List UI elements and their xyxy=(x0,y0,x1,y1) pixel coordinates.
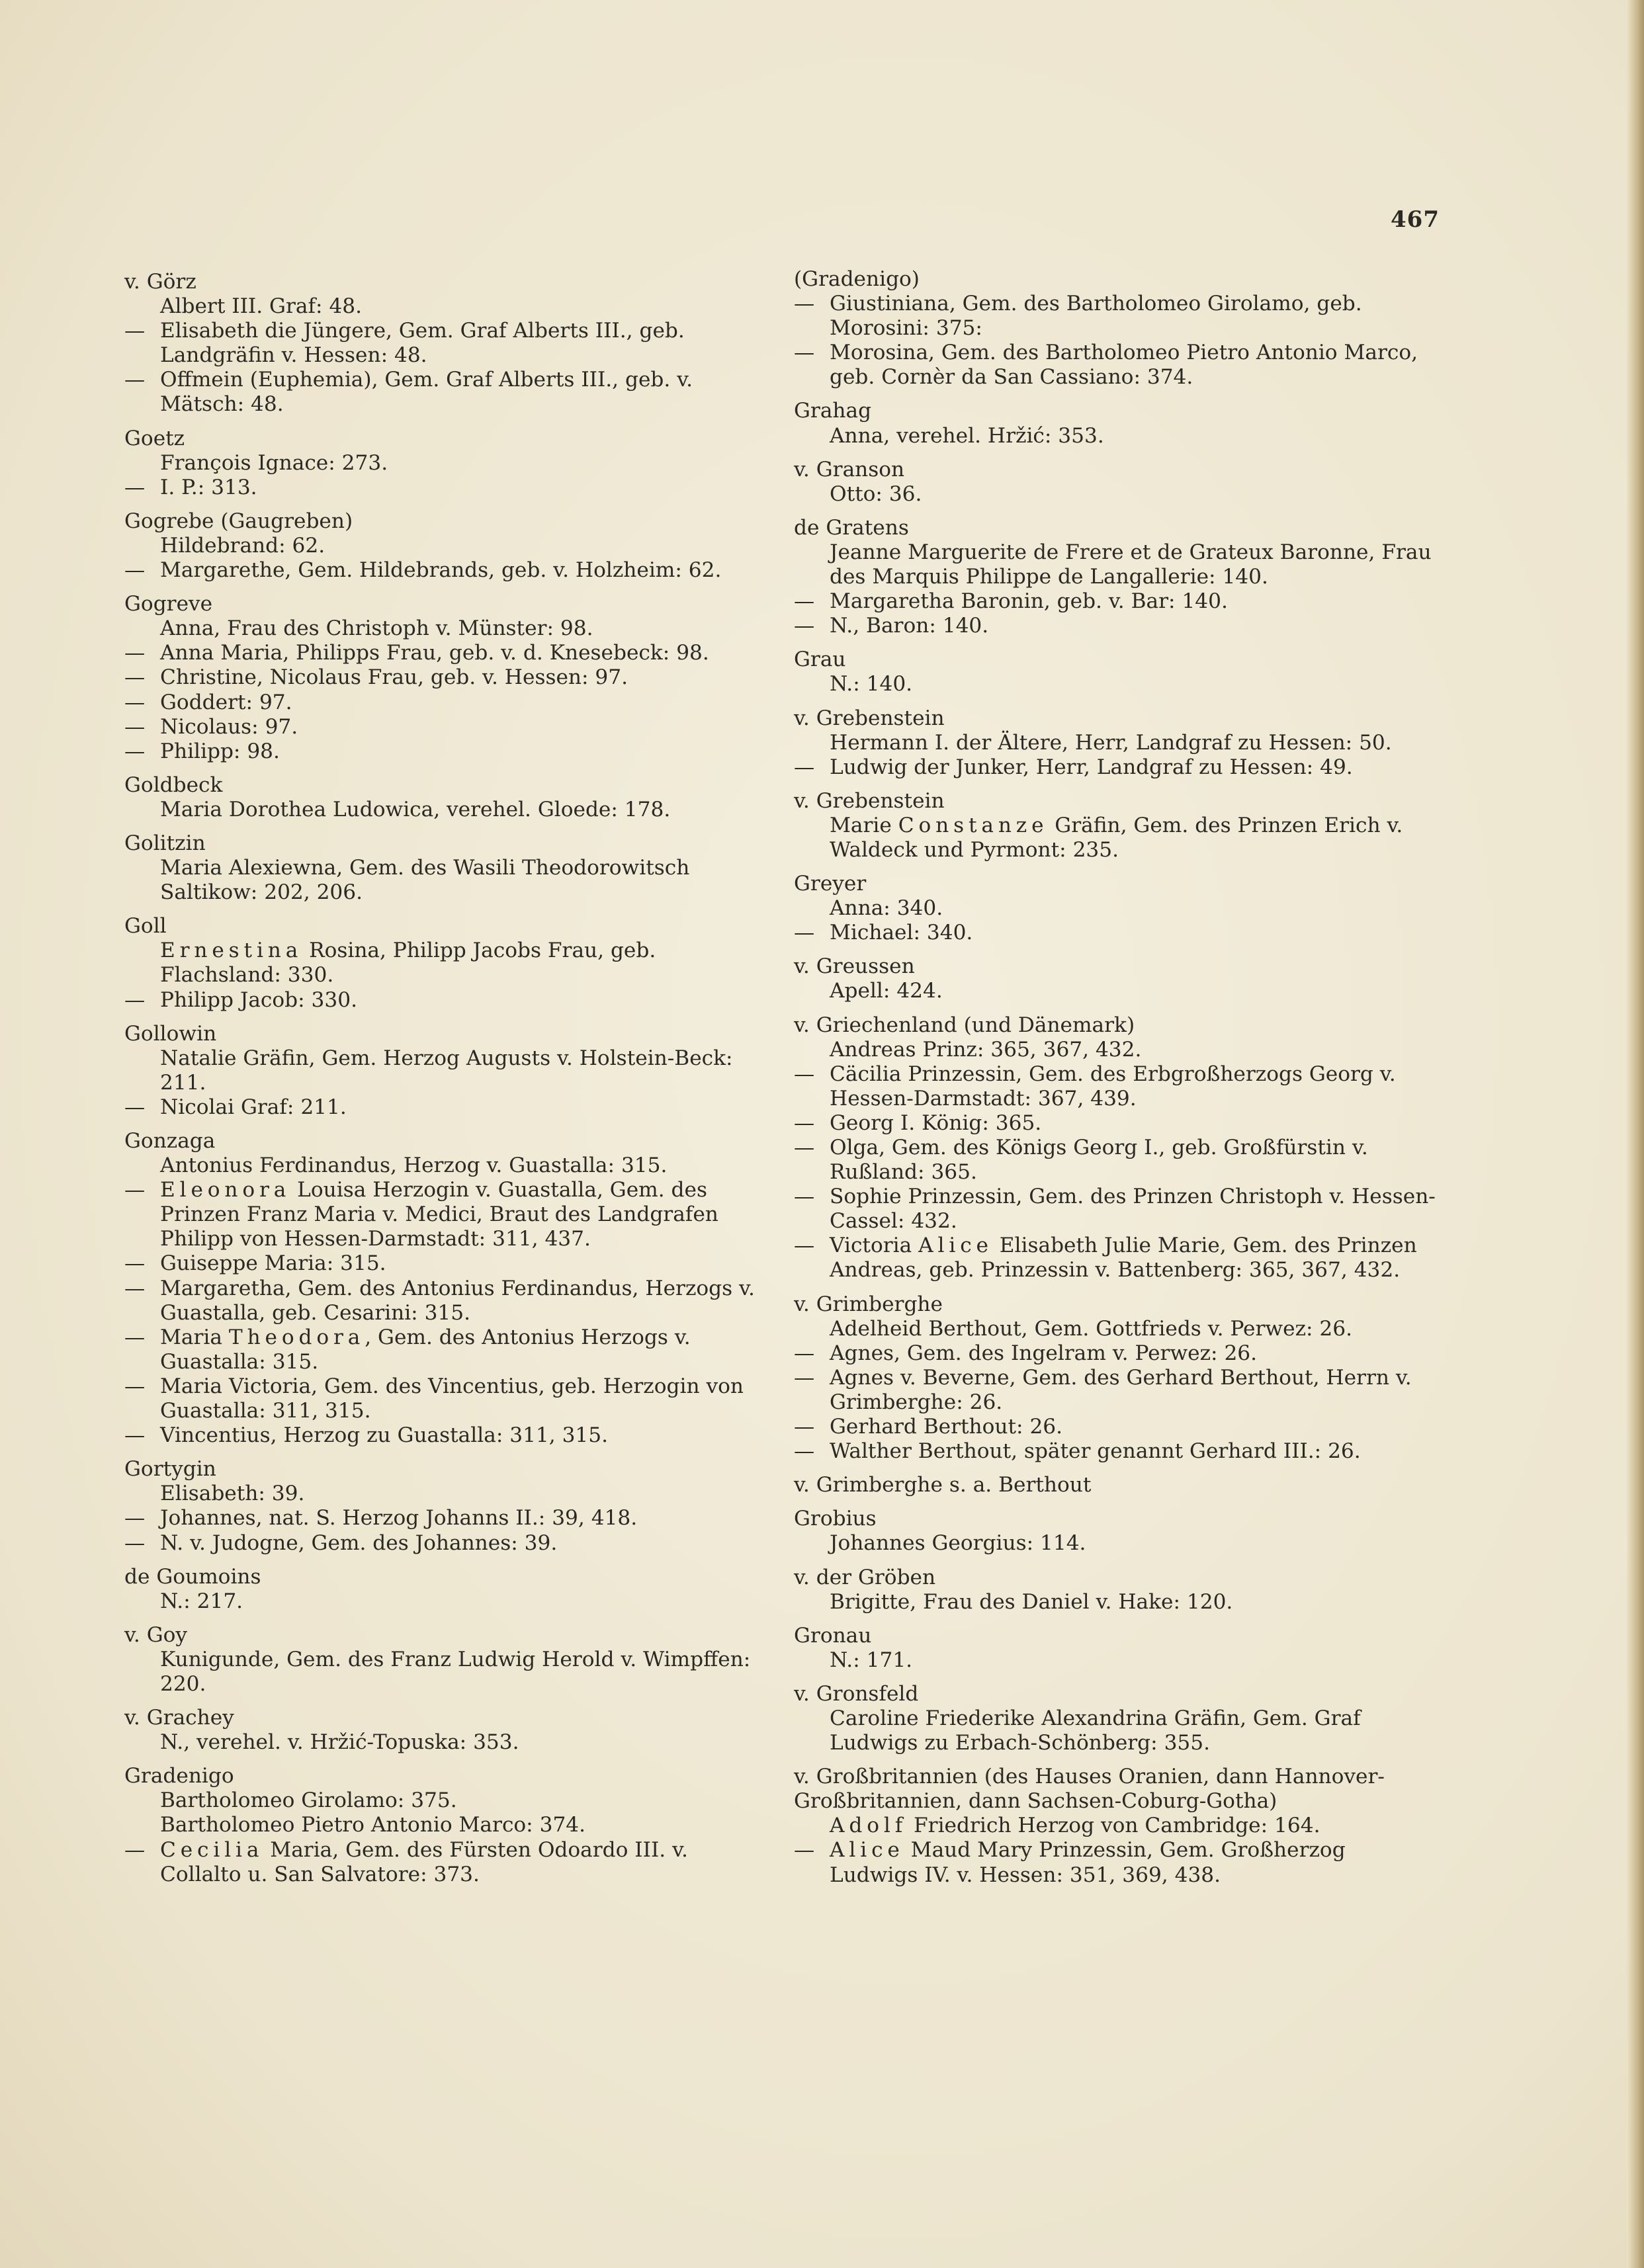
subentry-text: Margarethe, Gem. Hildebrands, geb. v. Holzheim: 62. xyxy=(160,558,722,583)
subentry-text: Cäcilia Prinzessin, Gem. des Erbgroßherzogs Georg v. Hessen-Darmstadt: 367, 439. xyxy=(830,1062,1396,1111)
subentry-text: I. P.: 313. xyxy=(160,475,257,499)
surname-heading: Grahag xyxy=(794,399,872,423)
index-entry xyxy=(794,1292,1439,1464)
subentry-text: Walther Berthout, später genannt Gerhard III.: 26. xyxy=(830,1439,1361,1464)
subentry-text: Friedrich Herzog von Cambridge: 164. xyxy=(907,1814,1320,1838)
surname-heading: v. Großbritannien (des Hauses Oranien, dann Hannover-Großbritannien, dann Sachsen-Coburg-Gotha) xyxy=(794,1765,1385,1814)
index-subentry xyxy=(124,715,763,739)
page-number: 467 xyxy=(1391,206,1440,233)
surname-heading: (Gradenigo) xyxy=(794,267,920,291)
surname-heading: Gortygin xyxy=(124,1457,216,1482)
repeat-dash: — xyxy=(124,368,146,392)
subentry-text: Brigitte, Frau des Daniel v. Hake: 120. xyxy=(830,1589,1233,1614)
index-subentry xyxy=(794,424,1439,448)
index-subentry xyxy=(124,451,763,476)
subentry-text: Christine, Nicolaus Frau, geb. v. Hessen: 97. xyxy=(160,665,628,690)
surname-heading: Grau xyxy=(794,648,846,672)
index-entry xyxy=(124,914,763,1012)
surname-heading: Goll xyxy=(124,914,167,939)
subentry-text: Morosina, Gem. des Bartholomeo Pietro Antonio Marco, geb. Cornèr da San Cassiano: 374. xyxy=(830,341,1418,390)
subentry-text: Bartholomeo Pietro Antonio Marco: 374. xyxy=(160,1813,586,1837)
index-entry xyxy=(794,1624,1439,1673)
index-entry xyxy=(124,831,763,905)
surname-heading: v. Greussen xyxy=(794,954,915,979)
surname-heading: Golitzin xyxy=(124,831,206,855)
subentry-text: Rosina, Philipp Jacobs Frau, geb. Flachsland: 330. xyxy=(160,939,656,987)
subentry-text: Maria xyxy=(160,1325,229,1349)
repeat-dash: — xyxy=(794,755,815,779)
repeat-dash: — xyxy=(794,614,815,638)
surname-heading: Gollowin xyxy=(124,1021,217,1046)
surname-heading: Grobius xyxy=(794,1507,877,1531)
subentry-text: Maria Victoria, Gem. des Vincentius, geb. Herzogin von Guastalla: 311, 315. xyxy=(160,1374,744,1423)
index-entry xyxy=(124,1022,763,1120)
repeat-dash: — xyxy=(794,1234,815,1258)
subentry-text: Victoria xyxy=(830,1234,919,1258)
surname-heading: v. der Gröben xyxy=(794,1565,936,1589)
index-subentry xyxy=(124,1531,763,1556)
subentry-text: Nicolai Graf: 211. xyxy=(160,1095,347,1119)
index-entry xyxy=(794,458,1439,507)
index-subentry xyxy=(794,896,1439,921)
index-subentry xyxy=(124,939,763,987)
subentry-text: N.: 217. xyxy=(160,1589,243,1613)
spaced-name: Eleonora xyxy=(160,1178,291,1202)
index-subentry xyxy=(794,921,1439,945)
index-entry xyxy=(794,516,1439,638)
index-subentry xyxy=(794,1062,1439,1111)
spaced-name: Constanze xyxy=(898,813,1049,837)
subentry-text: N., verehel. v. Hržić-Topuska: 353. xyxy=(160,1730,519,1755)
repeat-dash: — xyxy=(124,665,146,690)
surname-heading: v. Grebenstein xyxy=(794,706,945,730)
repeat-dash: — xyxy=(124,641,146,665)
repeat-dash: — xyxy=(124,1178,146,1202)
index-subentry xyxy=(794,1136,1439,1185)
subentry-text: Jeanne Marguerite de Frere et de Grateux Baronne, Frau des Marquis Philippe de Langallerie: 140. xyxy=(830,540,1432,589)
repeat-dash: — xyxy=(124,739,146,763)
spaced-name: Theodora xyxy=(228,1325,365,1349)
subentry-text: Nicolaus: 97. xyxy=(160,714,298,739)
repeat-dash: — xyxy=(124,319,146,343)
subentry-text: Andreas Prinz: 365, 367, 432. xyxy=(830,1037,1142,1062)
index-subentry xyxy=(124,739,763,764)
index-subentry xyxy=(124,1277,763,1325)
surname-heading: v. Görz xyxy=(124,270,196,294)
index-entry xyxy=(794,648,1439,696)
index-subentry xyxy=(124,1482,763,1506)
subentry-text: Gräfin, Gem. des Prinzen Erich v. Waldeck und Pyrmont: 235. xyxy=(830,813,1403,862)
subentry-text: Olga, Gem. des Königs Georg I., geb. Großfürstin v. Rußland: 365. xyxy=(830,1136,1368,1185)
repeat-dash: — xyxy=(794,292,815,316)
subentry-text: Offmein (Euphemia), Gem. Graf Alberts III., geb. v. Mätsch: 48. xyxy=(160,368,693,417)
index-entry xyxy=(794,706,1439,780)
index-entry xyxy=(124,1623,763,1697)
subentry-text: Caroline Friederike Alexandrina Gräfin, Gem. Graf Ludwigs zu Erbach-Schönberg: 355. xyxy=(830,1706,1361,1755)
surname-heading: v. Grimberghe xyxy=(794,1292,943,1316)
index-subentry xyxy=(124,1730,763,1755)
repeat-dash: — xyxy=(124,1531,146,1555)
index-subentry xyxy=(794,755,1439,780)
index-subentry xyxy=(124,665,763,690)
subentry-text: Maria, Gem. des Fürsten Odoardo III. v. Collalto u. San Salvatore: 373. xyxy=(160,1837,688,1886)
index-subentry xyxy=(124,988,763,1013)
index-entry xyxy=(794,1682,1439,1755)
index-subentry xyxy=(794,1234,1439,1282)
subentry-text: Marie xyxy=(830,813,898,837)
index-subentry xyxy=(124,798,763,822)
subentry-text: Margaretha Baronin, geb. v. Bar: 140. xyxy=(830,589,1228,614)
index-subentry xyxy=(124,641,763,665)
subentry-text: Philipp: 98. xyxy=(160,739,280,763)
index-subentry xyxy=(794,1531,1439,1556)
subentry-text: Agnes v. Beverne, Gem. des Gerhard Berthout, Herrn v. Grimberghe: 26. xyxy=(830,1365,1412,1414)
repeat-dash: — xyxy=(794,1365,815,1390)
right-column xyxy=(794,267,1439,1897)
index-entry xyxy=(124,1457,763,1555)
index-subentry xyxy=(124,1178,763,1251)
index-subentry xyxy=(124,1046,763,1095)
subentry-text: Ludwig der Junker, Herr, Landgraf zu Hessen: 49. xyxy=(830,755,1353,779)
subentry-text: N., Baron: 140. xyxy=(830,614,989,638)
index-subentry xyxy=(794,341,1439,390)
index-subentry xyxy=(794,1341,1439,1366)
subentry-text: Goddert: 97. xyxy=(160,690,292,714)
spaced-name: Alice xyxy=(918,1234,993,1258)
index-subentry xyxy=(124,1374,763,1423)
repeat-dash: — xyxy=(124,1374,146,1398)
subentry-text: , Gem. des Antonius Herzogs v. Guastalla: 315. xyxy=(160,1325,691,1374)
surname-heading: Greyer xyxy=(794,872,867,896)
subentry-text: Albert III. Graf: 48. xyxy=(160,294,363,319)
index-subentry xyxy=(124,1506,763,1531)
subentry-text: Hermann I. der Ältere, Herr, Landgraf zu Hessen: 50. xyxy=(830,730,1392,755)
repeat-dash: — xyxy=(794,589,815,614)
surname-heading: de Gratens xyxy=(794,515,909,540)
subentry-text: Vincentius, Herzog zu Guastalla: 311, 315. xyxy=(160,1423,609,1448)
subentry-text: Anna, Frau des Christoph v. Münster: 98. xyxy=(160,616,593,641)
surname-heading: Gradenigo xyxy=(124,1764,234,1788)
surname-heading: v. Granson xyxy=(794,457,905,482)
continuation-entry xyxy=(794,267,1439,390)
subentry-text: Otto: 36. xyxy=(830,482,922,506)
repeat-dash: — xyxy=(124,1325,146,1349)
index-subentry xyxy=(124,856,763,905)
repeat-dash: — xyxy=(124,987,146,1012)
subentry-text: Elisabeth die Jüngere, Gem. Graf Alberts III., geb. Landgräfin v. Hessen: 48. xyxy=(160,319,685,368)
subentry-text: Adelheid Berthout, Gem. Gottfrieds v. Perwez: 26. xyxy=(830,1316,1353,1341)
spaced-name: Ernestina xyxy=(160,939,303,963)
index-subentry xyxy=(794,1038,1439,1062)
subentry-text: N.: 171. xyxy=(830,1648,913,1672)
repeat-dash: — xyxy=(124,1837,146,1862)
index-subentry xyxy=(124,1423,763,1448)
subentry-text: Georg I. König: 365. xyxy=(830,1111,1042,1135)
index-subentry xyxy=(124,534,763,558)
index-entry xyxy=(794,789,1439,862)
surname-heading: v. Goy xyxy=(124,1622,188,1647)
index-subentry xyxy=(124,294,763,319)
repeat-dash: — xyxy=(124,475,146,499)
subentry-text: Elisabeth: 39. xyxy=(160,1482,305,1506)
index-subentry xyxy=(794,731,1439,755)
repeat-dash: — xyxy=(794,341,815,365)
index-subentry xyxy=(124,616,763,641)
surname-heading: Goldbeck xyxy=(124,773,223,797)
page-gutter-shadow xyxy=(1627,0,1644,2268)
subentry-text: N. v. Judogne, Gem. des Johannes: 39. xyxy=(160,1531,558,1555)
subentry-text: Louisa Herzogin v. Guastalla, Gem. des Prinzen Franz Maria v. Medici, Braut des Landgrafen Philipp von Hessen-Darmstadt: 311, 437. xyxy=(160,1178,718,1251)
repeat-dash: — xyxy=(794,1185,815,1209)
surname-heading: Gogreve xyxy=(124,592,213,616)
index-subentry xyxy=(124,1095,763,1120)
index-subentry xyxy=(794,614,1439,638)
repeat-dash: — xyxy=(124,690,146,714)
index-entry xyxy=(124,1565,763,1614)
index-entry xyxy=(794,954,1439,1003)
repeat-dash: — xyxy=(794,1136,815,1159)
surname-heading: Gonzaga xyxy=(124,1129,216,1153)
index-subentry xyxy=(794,589,1439,614)
repeat-dash: — xyxy=(794,1415,815,1439)
repeat-dash: — xyxy=(124,1251,146,1276)
repeat-dash: — xyxy=(124,1095,146,1119)
index-subentry xyxy=(794,979,1439,1003)
surname-heading: v. Grimberghe s. a. Berthout xyxy=(794,1473,1092,1497)
subentry-text: Agnes, Gem. des Ingelram v. Perwez: 26. xyxy=(830,1341,1258,1365)
repeat-dash: — xyxy=(794,1439,815,1464)
subentry-text: Margaretha, Gem. des Antonius Ferdinandus, Herzogs v. Guastalla, geb. Cesarini: 315. xyxy=(160,1276,755,1325)
index-subentry xyxy=(794,482,1439,507)
index-subentry xyxy=(794,672,1439,696)
repeat-dash: — xyxy=(124,1276,146,1300)
index-subentry xyxy=(794,1366,1439,1415)
index-subentry xyxy=(794,1648,1439,1673)
repeat-dash: — xyxy=(124,714,146,739)
index-subentry xyxy=(794,1838,1439,1887)
index-entry xyxy=(794,1507,1439,1556)
index-subentry xyxy=(124,691,763,715)
index-subentry xyxy=(124,1838,763,1887)
index-subentry xyxy=(124,558,763,583)
subentry-text: Anna Maria, Philipps Frau, geb. v. d. Knesebeck: 98. xyxy=(160,641,709,665)
subentry-text: Sophie Prinzessin, Gem. des Prinzen Christoph v. Hessen-Cassel: 432. xyxy=(830,1185,1436,1234)
index-entry xyxy=(794,399,1439,448)
index-entry xyxy=(794,1566,1439,1615)
index-entry xyxy=(794,872,1439,945)
index-entry xyxy=(124,1706,763,1755)
repeat-dash: — xyxy=(794,1341,815,1365)
repeat-dash: — xyxy=(794,921,815,945)
spaced-name: Adolf xyxy=(830,1814,908,1838)
subentry-text: Giustiniana, Gem. des Bartholomeo Girolamo, geb. Morosini: 375: xyxy=(830,292,1362,341)
subentry-text: Apell: 424. xyxy=(830,979,943,1003)
subentry-text: Michael: 340. xyxy=(830,921,973,945)
index-entry xyxy=(124,592,763,764)
index-subentry xyxy=(794,814,1439,862)
spaced-name: Alice xyxy=(830,1838,904,1863)
index-subentry xyxy=(794,1111,1439,1136)
subentry-text: Johannes, nat. S. Herzog Johanns II.: 39, 418. xyxy=(160,1506,638,1531)
subentry-text: Johannes Georgius: 114. xyxy=(830,1531,1086,1556)
repeat-dash: — xyxy=(794,1838,815,1863)
index-subentry xyxy=(794,1706,1439,1755)
index-subentry xyxy=(124,1589,763,1614)
repeat-dash: — xyxy=(794,1062,815,1086)
index-entry xyxy=(124,1764,763,1886)
repeat-dash: — xyxy=(794,1111,815,1135)
surname-heading: v. Grachey xyxy=(124,1706,234,1730)
repeat-dash: — xyxy=(124,558,146,583)
repeat-dash: — xyxy=(124,1423,146,1448)
index-subentry xyxy=(124,1788,763,1813)
index-subentry xyxy=(794,1185,1439,1234)
index-subentry xyxy=(794,292,1439,341)
surname-heading: de Goumoins xyxy=(124,1564,261,1589)
subentry-text: François Ignace: 273. xyxy=(160,450,388,475)
index-entry xyxy=(124,509,763,583)
index-entry xyxy=(794,1765,1439,1887)
index-subentry xyxy=(794,540,1439,589)
subentry-text: Anna, verehel. Hržić: 353. xyxy=(830,423,1104,448)
subentry-text: Gerhard Berthout: 26. xyxy=(830,1415,1063,1439)
subentry-text: Philipp Jacob: 330. xyxy=(160,987,358,1012)
subentry-text: Maria Dorothea Ludowica, verehel. Gloede: 178. xyxy=(160,797,671,821)
surname-heading: v. Gronsfeld xyxy=(794,1681,919,1706)
subentry-text: Antonius Ferdinandus, Herzog v. Guastalla: 315. xyxy=(160,1154,668,1178)
subentry-text: Natalie Gräfin, Gem. Herzog Augusts v. Holstein-Beck: 211. xyxy=(160,1046,733,1095)
index-subentry xyxy=(794,1814,1439,1838)
subentry-text: Anna: 340. xyxy=(830,896,943,921)
subentry-text: Maud Mary Prinzessin, Gem. Großherzog Ludwigs IV. v. Hessen: 351, 369, 438. xyxy=(830,1838,1346,1887)
surname-heading: v. Griechenland (und Dänemark) xyxy=(794,1013,1135,1037)
subentry-text: N.: 140. xyxy=(830,672,913,696)
index-subentry xyxy=(124,1648,763,1697)
index-entry xyxy=(124,773,763,822)
index-entry xyxy=(794,1473,1439,1497)
index-subentry xyxy=(124,476,763,500)
index-subentry xyxy=(124,1154,763,1178)
index-subentry xyxy=(794,1590,1439,1615)
index-subentry xyxy=(794,1439,1439,1464)
index-subentry xyxy=(124,368,763,417)
index-subentry xyxy=(794,1317,1439,1341)
index-entry xyxy=(124,427,763,500)
index-subentry xyxy=(124,1325,763,1374)
surname-heading: Gronau xyxy=(794,1623,872,1648)
index-subentry xyxy=(794,1415,1439,1439)
index-subentry xyxy=(124,1251,763,1276)
subentry-text: Maria Alexiewna, Gem. des Wasili Theodorowitsch Saltikow: 202, 206. xyxy=(160,856,690,905)
surname-heading: Goetz xyxy=(124,426,185,450)
subentry-text: Elisabeth Julie Marie, Gem. des Prinzen Andreas, geb. Prinzessin v. Battenberg: 365, 367, 432. xyxy=(830,1234,1417,1282)
index-entry xyxy=(124,270,763,417)
subentry-text: Bartholomeo Girolamo: 375. xyxy=(160,1788,457,1813)
repeat-dash: — xyxy=(124,1506,146,1531)
index-entry xyxy=(794,1013,1439,1283)
subentry-text: Kunigunde, Gem. des Franz Ludwig Herold v. Wimpffen: 220. xyxy=(160,1647,751,1696)
surname-heading: v. Grebenstein xyxy=(794,788,945,813)
index-subentry xyxy=(124,319,763,368)
subentry-text: Hildebrand: 62. xyxy=(160,533,325,558)
left-column xyxy=(124,270,763,1896)
spaced-name: Cecilia xyxy=(160,1837,264,1862)
surname-heading: Gogrebe (Gaugreben) xyxy=(124,509,353,533)
index-entry xyxy=(124,1129,763,1448)
index-subentry xyxy=(124,1813,763,1837)
subentry-text: Guiseppe Maria: 315. xyxy=(160,1251,386,1276)
